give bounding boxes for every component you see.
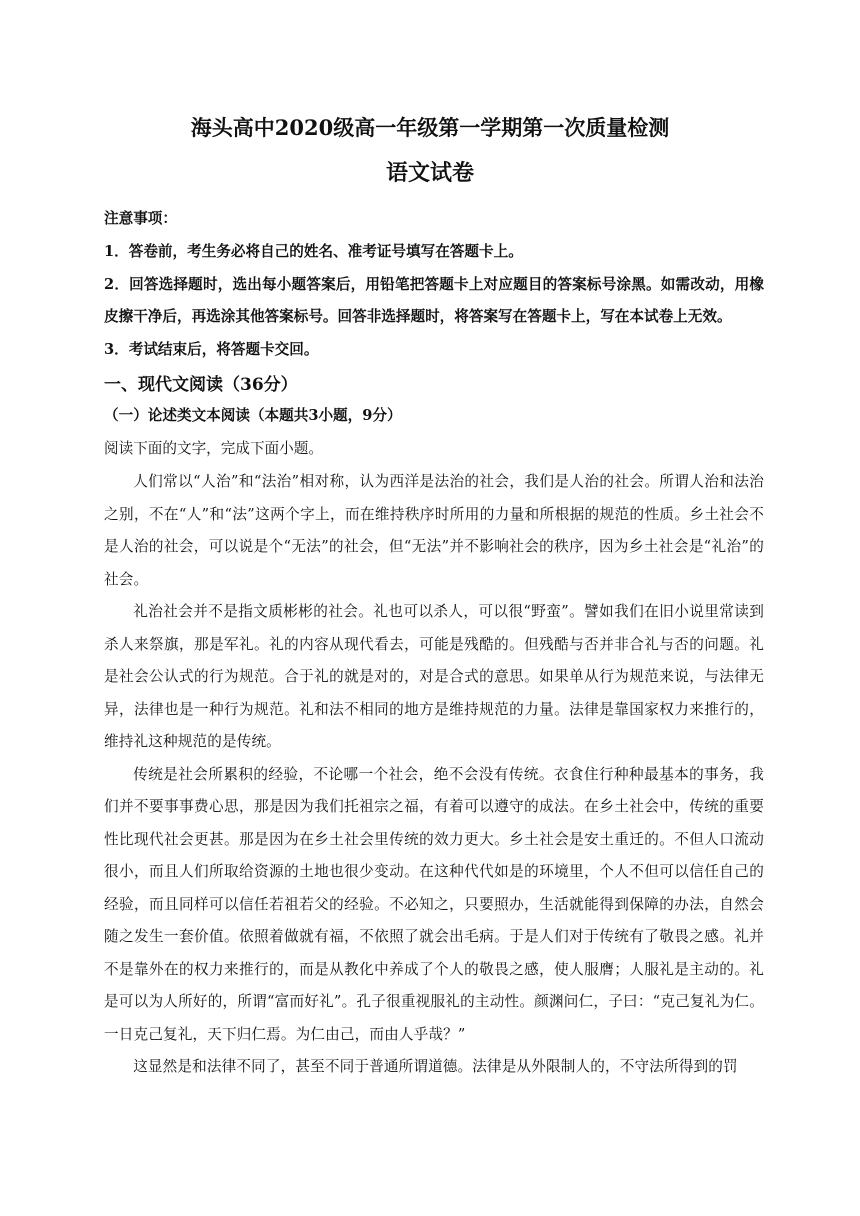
notice-list (104, 236, 764, 366)
subsection-heading: （一）论述类文本阅读（本题共3小题，9分） (104, 407, 402, 424)
notice-item: 2．回答选择题时，选出每小题答案后，用铅笔把答题卡上对应题目的答案标号涂黑。如需改动，用橡皮擦干净后，再选涂其他答案标号。回答非选择题时，将答案写在答题卡上，写在本试卷上无效。 (104, 275, 764, 325)
section-heading: 一、现代文阅读（36分） (104, 375, 298, 395)
notice-heading: 注意事项： (104, 210, 177, 227)
passage-paragraph: 这显然是和法律不同了，甚至不同于普通所谓道德。法律是从外限制人的，不守法所得到的罚 (133, 1058, 738, 1075)
notice-item: 1．答卷前，考生务必将自己的姓名、准考证号填写在答题卡上。 (104, 243, 523, 260)
reading-passage (104, 466, 764, 1084)
passage-paragraph: 传统是社会所累积的经验，不论哪一个社会，绝不会没有传统。衣食住行种种最基本的事务，我们并不要事事费心思，那是因为我们托祖宗之福，有着可以遵守的成法。在乡土社会中，传统的重要性比现代社会更甚。那是因为在乡土社会里传统的效力更大。乡土社会是安土重迁的。不但人口流动很小，而且人们所取给资源的土地也很少变动。在这种代代如是的环境里，个人不但可以信任自己的经验，而且同样可以信任若祖若父的经验。不必知之，只要照办，生活就能得到保障的办法，自然会随之发生一套价值。依照着做就有福，不依照了就会出毛病。于是人们对于传统有了敬畏之感。礼并不是靠外在的权力来推行的，而是从教化中养成了个人的敬畏之感，使人服膺；人服礼是主动的。礼是可以为人所好的，所谓“富而好礼”。孔子很重视服礼的主动性。颜渊问仁，子曰：“克己复礼为仁。一日克己复礼，天下归仁焉。为仁由己，而由人乎哉？” (104, 765, 764, 1043)
notice-item: 3．考试结束后，将答题卡交回。 (104, 340, 319, 358)
reading-instruction: 阅读下面的文字，完成下面小题。 (104, 440, 323, 457)
passage-paragraph: 礼治社会并不是指文质彬彬的社会。礼也可以杀人，可以很“野蛮”。譬如我们在旧小说里常读到杀人来祭旗，那是军礼。礼的内容从现代看去，可能是残酷的。但残酷与否并非合礼与否的问题。礼是社会公认式的行为规范。合于礼的就是对的，对是合式的意思。如果单从行为规范来说，与法律无异，法律也是一种行为规范。礼和法不相同的地方是维持规范的力量。法律是靠国家权力来推行的，维持礼这种规范的是传统。 (104, 603, 764, 750)
exam-title: 海头高中2020级高一年级第一学期第一次质量检测 (190, 115, 670, 140)
passage-paragraph: 人们常以“人治”和“法治”相对称，认为西洋是法治的社会，我们是人治的社会。所谓人治和法治之别，不在“人”和“法”这两个字上，而在维持秩序时所用的力量和所根据的规范的性质。乡土社会不是人治的社会，可以说是个“无法”的社会，但“无法”并不影响社会的秩序，因为乡土社会是“礼治”的社会。 (104, 473, 764, 588)
exam-subtitle: 语文试卷 (385, 160, 474, 186)
